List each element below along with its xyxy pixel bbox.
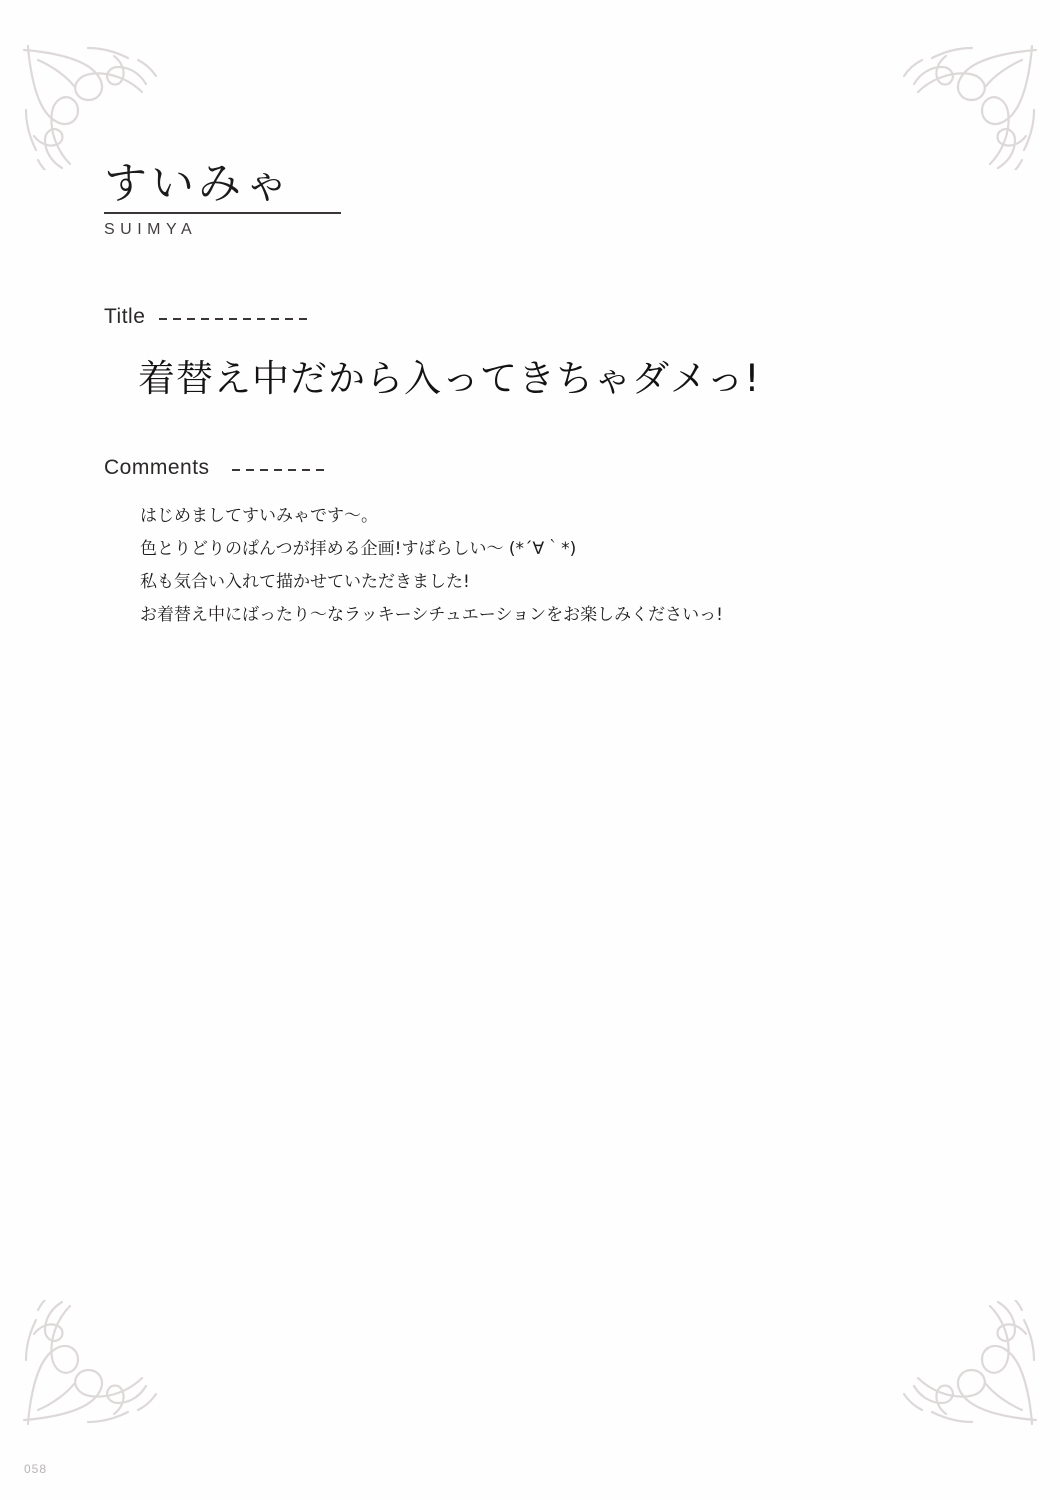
comments-dash-rule (232, 469, 324, 471)
title-label: Title (104, 305, 146, 328)
corner-ornament-bottom-right-icon (892, 1300, 1042, 1430)
artist-name-romaji: SUIMYA (104, 221, 198, 239)
comments-body (140, 500, 723, 632)
corner-ornament-top-right-icon (892, 40, 1042, 170)
comments-label: Comments (104, 456, 210, 479)
corner-ornament-bottom-left-icon (18, 1300, 168, 1430)
artist-heading (104, 160, 341, 239)
title-label-row (104, 305, 307, 329)
page-number: 058 (24, 1462, 48, 1476)
artist-underline (104, 212, 341, 214)
comment-line: 私も気合い入れて描かせていただきました! (140, 572, 470, 592)
comments-label-row (104, 456, 324, 480)
comment-line: はじめましてすいみゃです〜。 (140, 506, 378, 526)
corner-ornament-top-left-icon (18, 40, 168, 170)
work-title: 着替え中だから入ってきちゃダメっ! (138, 357, 761, 400)
comment-line: 色とりどりのぱんつが拝める企画!すばらしい〜 (*´∀｀*) (140, 539, 577, 559)
artist-name-jp: すいみゃ (104, 159, 292, 209)
comment-line: お着替え中にばったり〜なラッキーシチュエーションをお楽しみくださいっ! (140, 605, 723, 625)
title-dash-rule (159, 318, 307, 320)
